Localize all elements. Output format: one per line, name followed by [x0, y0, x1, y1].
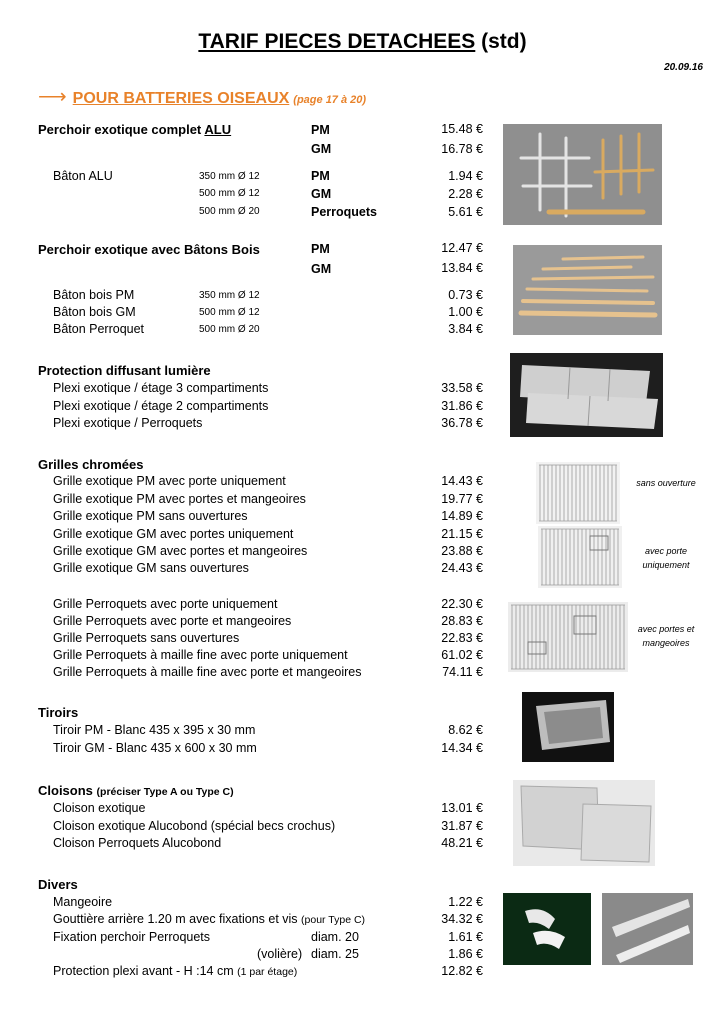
dimension: 350 mm Ø 12 — [199, 171, 260, 182]
item-label: Plexi exotique / Perroquets — [53, 416, 203, 430]
item-label: Fixation perchoir Perroquets — [53, 930, 211, 944]
grille-price: 22.30 € — [441, 597, 483, 611]
grille-photo-avec-porte — [538, 526, 622, 588]
wood-perch-photo — [513, 245, 662, 335]
price: 13.01 € — [441, 801, 483, 815]
subtitle: ⟶ POUR BATTERIES OISEAUX (page 17 à 20) — [38, 86, 367, 108]
price: 34.32 € — [441, 912, 483, 926]
tray-photo — [522, 692, 614, 762]
grille-photo-sans-ouverture — [536, 462, 620, 524]
item-label: Mangeoire — [53, 895, 113, 909]
item-label: Gouttière arrière 1.20 m avec fixations et vis (pour Type C) — [53, 912, 366, 926]
grille-item-label: Grille exotique PM avec portes et mangeoires — [53, 492, 306, 506]
note: avec porte uniquement — [642, 546, 690, 570]
grille-price: 21.15 € — [441, 527, 483, 541]
grille-price: 28.83 € — [441, 614, 483, 628]
price: 13.84 € — [441, 261, 483, 275]
grille-price: 23.88 € — [441, 544, 483, 558]
price: 1.00 € — [448, 305, 483, 319]
price: 8.62 € — [448, 723, 483, 737]
grille-item-label: Grille Perroquets à maille fine avec porte et mangeoires — [53, 665, 362, 679]
grille-item-label: Grille Perroquets avec porte uniquement — [53, 597, 278, 611]
grille-price: 61.02 € — [441, 648, 483, 662]
item-label: Tiroir GM - Blanc 435 x 600 x 30 mm — [53, 741, 257, 755]
price: 5.61 € — [448, 205, 483, 219]
alu-perch-photo — [503, 124, 662, 225]
grille-price: 24.43 € — [441, 561, 483, 575]
size-label: GM — [311, 187, 332, 201]
section-title-grilles: Grilles chromées — [38, 457, 144, 472]
item-label: Tiroir PM - Blanc 435 x 395 x 30 mm — [53, 723, 256, 737]
grille-price: 22.83 € — [441, 631, 483, 645]
dimension: 500 mm Ø 20 — [199, 324, 260, 335]
price: 15.48 € — [441, 122, 483, 136]
price: 36.78 € — [441, 416, 483, 430]
item-label: Bâton ALU — [53, 169, 113, 183]
price: 14.34 € — [441, 741, 483, 755]
price: 48.21 € — [441, 836, 483, 850]
price: 33.58 € — [441, 381, 483, 395]
item-label: (volière) — [257, 947, 303, 961]
section-title-protection: Protection diffusant lumière — [38, 363, 211, 378]
dimension: 500 mm Ø 12 — [199, 307, 260, 318]
item-label: Cloison Perroquets Alucobond — [53, 836, 222, 850]
dimension: diam. 25 — [311, 947, 359, 961]
size-label: GM — [311, 262, 332, 276]
gutter-photo — [602, 893, 693, 965]
grille-item-label: Grille exotique PM avec porte uniquement — [53, 474, 286, 488]
note: sans ouverture — [636, 478, 696, 488]
price: 1.86 € — [448, 947, 483, 961]
price: 12.47 € — [441, 241, 483, 255]
price: 0.73 € — [448, 288, 483, 302]
price: 1.22 € — [448, 895, 483, 909]
cloison-photo — [513, 780, 655, 866]
section-title-tiroirs: Tiroirs — [38, 705, 79, 720]
price: 31.86 € — [441, 399, 483, 413]
grille-item-label: Grille Perroquets à maille fine avec porte uniquement — [53, 648, 348, 662]
grille-price: 19.77 € — [441, 492, 483, 506]
grille-price: 14.43 € — [441, 474, 483, 488]
section-title-perchoir-bois: Perchoir exotique avec Bâtons Bois — [38, 242, 260, 257]
item-label: Cloison exotique — [53, 801, 146, 815]
page-title: TARIF PIECES DETACHEES (std) — [198, 30, 527, 53]
item-label: Cloison exotique Alucobond (spécial becs crochus) — [53, 819, 336, 833]
note: avec portes et mangeoires — [637, 624, 695, 648]
grille-item-label: Grille exotique GM avec portes et mangeoires — [53, 544, 308, 558]
price: 16.78 € — [441, 142, 483, 156]
grille-item-label: Grille Perroquets sans ouvertures — [53, 631, 240, 645]
dimension: diam. 20 — [311, 930, 359, 944]
section-title-cloisons: Cloisons (préciser Type A ou Type C) — [38, 783, 234, 798]
section-title-perchoir-alu: Perchoir exotique complet ALU — [38, 122, 232, 137]
grille-photo-avec-mangeoires — [508, 602, 628, 672]
price: 12.82 € — [441, 964, 483, 978]
item-label: Plexi exotique / étage 2 compartiments — [53, 399, 269, 413]
date: 20.09.16 — [664, 62, 703, 73]
size-label: PM — [311, 169, 330, 183]
size-label: GM — [311, 142, 332, 156]
size-label: PM — [311, 242, 330, 256]
grille-item-label: Grille exotique GM avec portes uniquement — [53, 527, 294, 541]
dimension: 500 mm Ø 12 — [199, 188, 260, 199]
item-label: Bâton bois PM — [53, 288, 135, 302]
dimension: 500 mm Ø 20 — [199, 206, 260, 217]
grille-price: 74.11 € — [442, 665, 483, 679]
dimension: 350 mm Ø 12 — [199, 290, 260, 301]
item-label: Bâton Perroquet — [53, 322, 145, 336]
item-label: Plexi exotique / étage 3 compartiments — [53, 381, 269, 395]
size-label: PM — [311, 123, 330, 137]
grille-price: 14.89 € — [441, 509, 483, 523]
price: 1.61 € — [448, 930, 483, 944]
arrow-right-icon: ⟶ — [38, 86, 67, 108]
item-label: Bâton bois GM — [53, 305, 136, 319]
price: 31.87 € — [441, 819, 483, 833]
feeder-photo — [503, 893, 591, 965]
grille-item-label: Grille exotique GM sans ouvertures — [53, 561, 249, 575]
grille-item-label: Grille exotique PM sans ouvertures — [53, 509, 248, 523]
size-label: Perroquets — [311, 205, 377, 219]
plexi-panel-photo — [510, 353, 663, 437]
price: 1.94 € — [448, 169, 483, 183]
item-label: Protection plexi avant - H :14 cm (1 par étage) — [53, 964, 298, 978]
section-title-divers: Divers — [38, 877, 78, 892]
price: 3.84 € — [448, 322, 483, 336]
grille-item-label: Grille Perroquets avec porte et mangeoires — [53, 614, 292, 628]
price: 2.28 € — [448, 187, 483, 201]
